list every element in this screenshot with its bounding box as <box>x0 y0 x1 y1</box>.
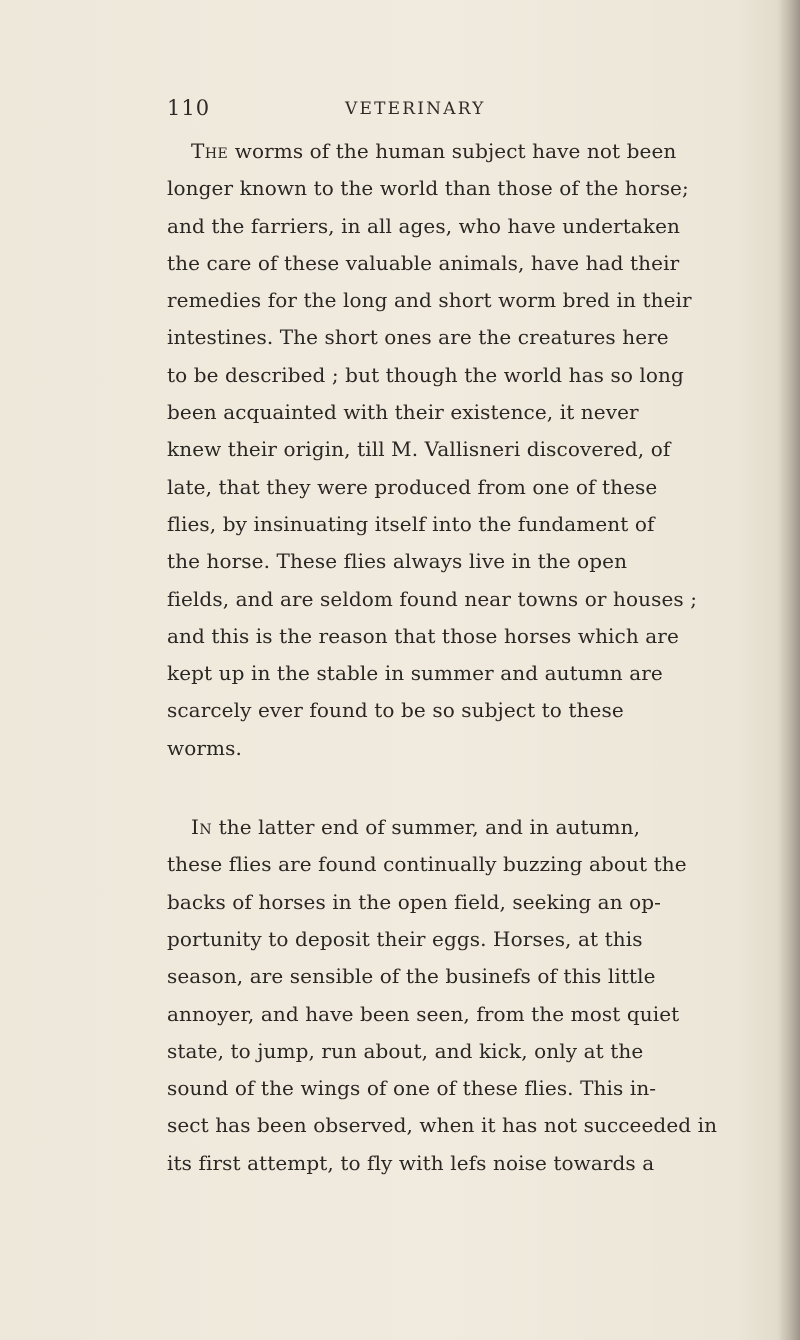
text-line: season, are sensible of the businefs of this little <box>167 964 656 989</box>
text-line <box>167 809 732 846</box>
text-line: fields, and are seldom found near towns or houses ; <box>167 586 698 611</box>
text-line: been acquainted with their existence, it never <box>167 400 639 425</box>
paragraph-2 <box>167 809 732 1182</box>
small-caps-lead: In <box>191 815 213 840</box>
paragraph-gap <box>167 767 732 809</box>
line-text: the latter end of summer, and in autumn, <box>212 815 641 840</box>
text-line: late, that they were produced from one of these <box>167 474 658 499</box>
text-line: scarcely ever found to be so subject to these <box>167 698 624 723</box>
text-line: remedies for the long and short worm bred in their <box>167 288 692 313</box>
page-edge-shadow <box>778 0 800 1340</box>
page-number: 110 <box>167 96 211 120</box>
text-line: its first attempt, to fly with lefs noise towards a <box>167 1150 655 1175</box>
body-text <box>167 133 732 1182</box>
text-line: backs of horses in the open field, seeking an op- <box>167 889 662 914</box>
text-line: the horse. These flies always live in the open <box>167 549 628 574</box>
text-line: sound of the wings of one of these flies. This in- <box>167 1076 657 1101</box>
text-line: longer known to the world than those of the horse; <box>167 176 689 201</box>
text-line: knew their origin, till M. Vallisneri discovered, of <box>167 437 671 462</box>
text-line: sect has been observed, when it has not succeeded in <box>167 1113 718 1138</box>
paragraph-1 <box>167 133 732 767</box>
text-line: state, to jump, run about, and kick, only at the <box>167 1038 644 1063</box>
text-line: to be described ; but though the world has so long <box>167 362 684 387</box>
running-head: VETERINARY <box>345 99 486 119</box>
text-line: portunity to deposit their eggs. Horses, at this <box>167 926 643 951</box>
text-line: worms. <box>167 735 242 760</box>
line-text: worms of the human subject have not been <box>228 139 677 163</box>
page-header <box>167 96 727 132</box>
text-line: and the farriers, in all ages, who have undertaken <box>167 213 680 238</box>
text-line: and this is the reason that those horses which are <box>167 623 679 648</box>
text-line: flies, by insinuating itself into the fundament of <box>167 511 655 536</box>
text-line: annoyer, and have been seen, from the most quiet <box>167 1001 680 1026</box>
text-line <box>167 133 732 170</box>
text-line: these flies are found continually buzzing about the <box>167 852 687 877</box>
text-line: the care of these valuable animals, have had their <box>167 250 680 275</box>
text-line: intestines. The short ones are the creatures here <box>167 325 669 350</box>
small-caps-lead: The <box>191 139 229 163</box>
text-line: kept up in the stable in summer and autumn are <box>167 661 663 686</box>
